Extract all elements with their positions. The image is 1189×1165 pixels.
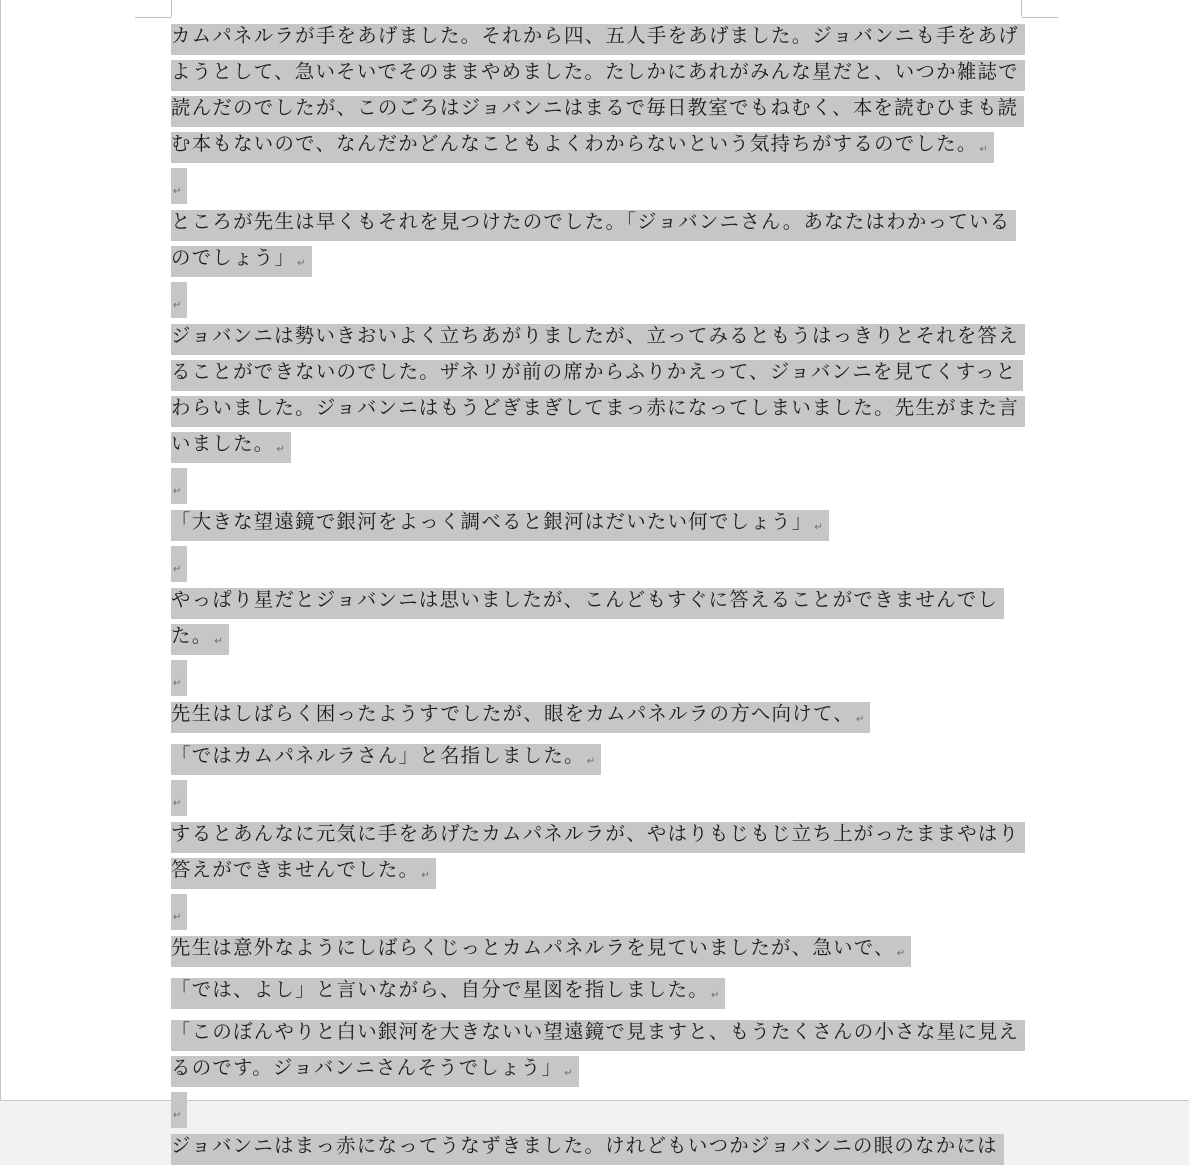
paragraph-mark-icon: ↵ <box>173 678 182 689</box>
selection-highlight <box>171 210 1016 277</box>
selection-highlight <box>171 1020 1025 1087</box>
selection-highlight <box>171 324 1025 463</box>
paragraph[interactable] <box>171 582 1021 660</box>
selection-highlight <box>171 168 187 204</box>
selection-highlight <box>171 282 187 318</box>
paragraph-text: ジョバンニは勢いきおいよく立ちあがりましたが、立ってみるともうはっきりとそれを答えることができないのでした。ザネリが前の席からふりかえって、ジョバンニを見てくすっとわらいました。ジョバンニはもうどぎまぎしてまっ赤になってしまいました。先生がまた言いました。 <box>171 324 1019 455</box>
selection-highlight <box>171 894 187 930</box>
empty-paragraph[interactable] <box>171 1092 1021 1128</box>
selection-highlight <box>171 468 187 504</box>
paragraph[interactable] <box>171 18 1021 168</box>
empty-paragraph[interactable] <box>171 660 1021 696</box>
document-body[interactable] <box>171 18 1021 1164</box>
selection-highlight <box>171 822 1025 889</box>
selection-highlight <box>171 978 725 1009</box>
empty-paragraph[interactable] <box>171 168 1021 204</box>
paragraph-mark-icon: ↵ <box>421 870 430 881</box>
paragraph-mark-icon: ↵ <box>564 1068 573 1079</box>
paragraph-text: 先生は意外なようにしばらくじっとカムパネルラを見ていましたが、急いで、 <box>171 936 895 959</box>
paragraph-mark-icon: ↵ <box>896 948 906 959</box>
empty-paragraph[interactable] <box>171 894 1021 930</box>
selection-highlight <box>171 1092 187 1128</box>
paragraph-mark-icon: ↵ <box>814 522 823 533</box>
empty-paragraph[interactable] <box>171 546 1021 582</box>
paragraph-mark-icon: ↵ <box>214 636 223 647</box>
paragraph[interactable] <box>171 1014 1021 1092</box>
paragraph-text: 「ではカムパネルラさん」と名指しました。 <box>171 744 585 767</box>
empty-paragraph[interactable] <box>171 780 1021 816</box>
paragraph-text: 先生はしばらく困ったようすでしたが、眼をカムパネルラの方へ向けて、 <box>171 702 854 725</box>
paragraph[interactable] <box>171 696 1021 738</box>
margin-mark-right <box>1021 0 1022 17</box>
paragraph[interactable] <box>171 972 1021 1014</box>
paragraph[interactable] <box>171 318 1021 468</box>
paragraph-mark-icon: ↵ <box>276 444 285 455</box>
paragraph-text: ジョバンニはまっ赤になってうなずきました。けれどもいつかジョバンニの眼のなかには <box>171 1134 998 1157</box>
paragraph-mark-icon: ↵ <box>586 756 596 767</box>
selection-highlight <box>171 510 829 541</box>
margin-mark-left <box>171 0 172 17</box>
selection-highlight <box>171 546 187 582</box>
paragraph-mark-icon: ↵ <box>173 1110 182 1121</box>
selection-highlight <box>171 1134 1004 1165</box>
paragraph-text: 「大きな望遠鏡で銀河をよっく調べると銀河はだいたい何でしょう」 <box>171 510 813 533</box>
paragraph[interactable] <box>171 930 1021 972</box>
paragraph-text: ところが先生は早くもそれを見つけたのでした。「ジョバンニさん。あなたはわかっているのでしょう」 <box>171 210 1011 269</box>
margin-mark-right-horizontal <box>1022 17 1058 18</box>
paragraph-mark-icon: ↵ <box>173 912 182 923</box>
selection-highlight <box>171 24 1025 163</box>
paragraph-text: 「では、よし」と言いながら、自分で星図を指しました。 <box>171 978 709 1001</box>
margin-mark-left-horizontal <box>135 17 171 18</box>
paragraph-text: 「このぼんやりと白い銀河を大きないい望遠鏡で見ますと、もうたくさんの小さな星に見えるのです。ジョバンニさんそうでしょう」 <box>171 1020 1020 1079</box>
paragraph[interactable] <box>171 1128 1021 1164</box>
paragraph-mark-icon: ↵ <box>710 990 720 1001</box>
selection-highlight <box>171 660 187 696</box>
paragraph[interactable] <box>171 504 1021 546</box>
paragraph-mark-icon: ↵ <box>173 798 182 809</box>
paragraph-mark-icon: ↵ <box>173 300 182 311</box>
paragraph-mark-icon: ↵ <box>855 714 865 725</box>
paragraph[interactable] <box>171 738 1021 780</box>
paragraph-text: カムパネルラが手をあげました。それから四、五人手をあげました。ジョバンニも手をあげようとして、急いそいでそのままやめました。たしかにあれがみんな星だと、いつか雑誌で読んだのでしたが、このごろはジョバンニはまるで毎日教室でもねむく、本を読むひまも読む本もないので、なんだかどんなこともよくわからないという気持ちがするのでした。 <box>171 24 1019 155</box>
paragraph-text: やっぱり星だとジョバンニは思いましたが、こんどもすぐに答えることができませんでした。 <box>171 588 999 647</box>
paragraph-mark-icon: ↵ <box>173 564 182 575</box>
paragraph-mark-icon: ↵ <box>297 258 306 269</box>
selection-highlight <box>171 936 911 967</box>
paragraph[interactable] <box>171 204 1021 282</box>
selection-highlight <box>171 702 870 733</box>
paragraph-mark-icon: ↵ <box>979 144 988 155</box>
selection-highlight <box>171 780 187 816</box>
paragraph-mark-icon: ↵ <box>173 486 182 497</box>
selection-highlight <box>171 744 601 775</box>
paragraph-text: するとあんなに元気に手をあげたカムパネルラが、やはりもじもじ立ち上がったままやはり答えができませんでした。 <box>171 822 1020 881</box>
empty-paragraph[interactable] <box>171 468 1021 504</box>
paragraph[interactable] <box>171 816 1021 894</box>
paragraph-mark-icon: ↵ <box>173 186 182 197</box>
selection-highlight <box>171 588 1004 655</box>
empty-paragraph[interactable] <box>171 282 1021 318</box>
